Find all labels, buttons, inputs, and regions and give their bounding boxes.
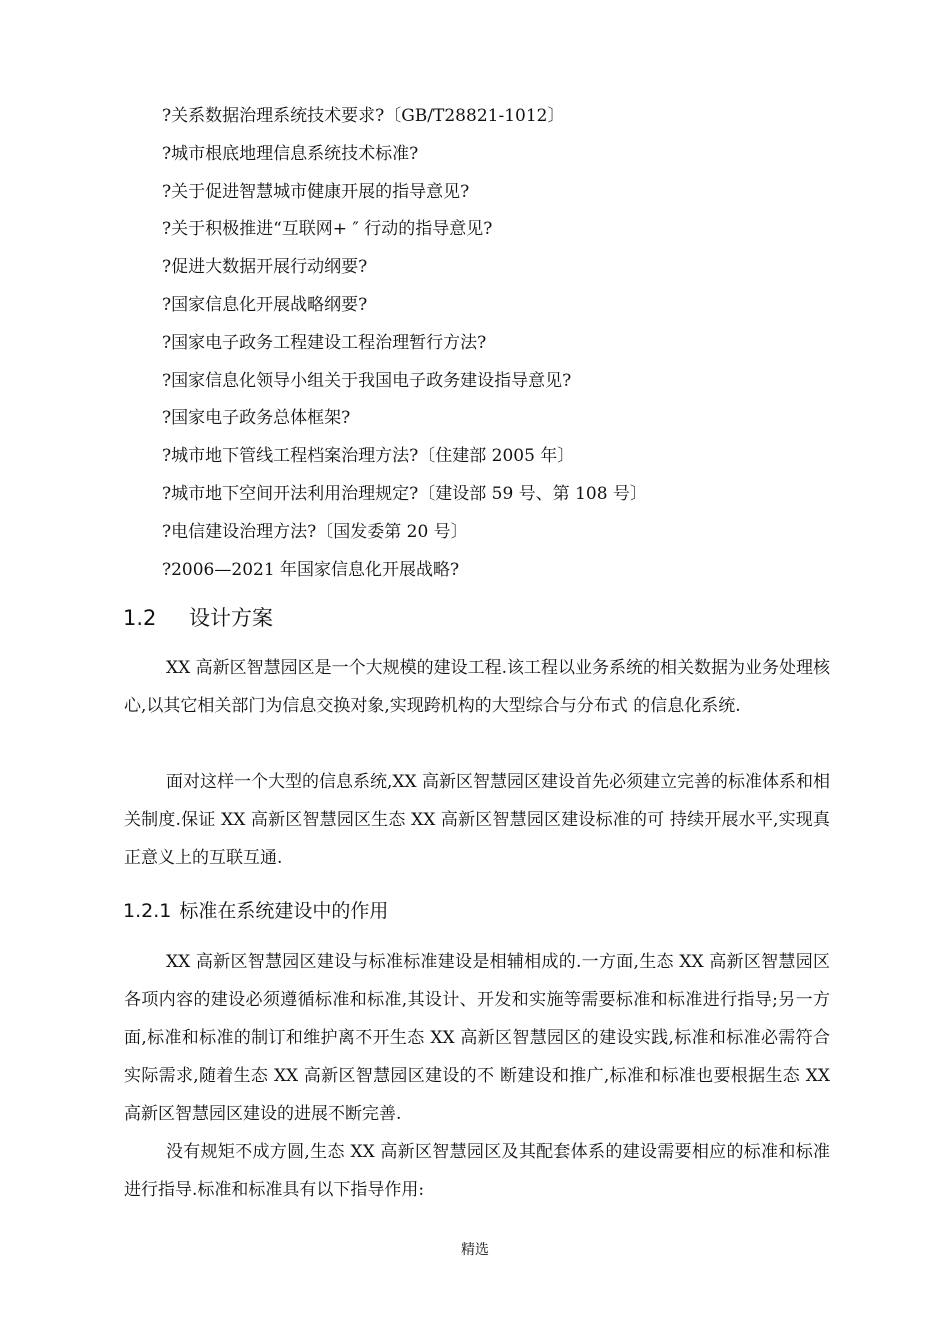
- reference-item: ?促进大数据开展行动纲要?: [162, 257, 368, 278]
- reference-item: ?城市根底地理信息系统技术标准?: [162, 143, 419, 164]
- subsection-paragraph: XX 高新区智慧园区建设与标准标准建设是相辅相成的.一方面,生态 XX 高新区智慧园区各项内容的建设必须遵循标准和标准,其设计、开发和实施等需要标准和标准进行指导;另一方面,标准和标准的制订和维护离不开生态 XX 高新区智慧园区的建设实践,标准和标准必需符合实际需求,随着生态 XX 高新区智慧园区建设的不 断建设和推广,标准和标准也要根据生态 XX 高新区智慧园区建设的进展不断完善.: [124, 952, 830, 1124]
- reference-item: ?关于促进智慧城市健康开展的指导意见?: [162, 181, 470, 202]
- reference-item: ?国家信息化开展战略纲要?: [162, 294, 368, 315]
- reference-item: ?国家电子政务工程建设工程治理暂行方法?: [162, 332, 487, 353]
- section-number: 1.2: [123, 606, 157, 630]
- reference-item: ?2006—2021 年国家信息化开展战略?: [162, 559, 460, 580]
- reference-item: ?城市地下空间开法利用治理规定?〔建设部 59 号、第 108 号〕: [162, 483, 647, 504]
- section-heading: [123, 602, 273, 634]
- section-paragraph: 面对这样一个大型的信息系统,XX 高新区智慧园区建设首先必须建立完善的标准体系和相关制度.保证 XX 高新区智慧园区生态 XX 高新区智慧园区建设标准的可 持续开展水平,实现真正意义上的互联互通.: [124, 772, 831, 868]
- reference-list: [162, 98, 862, 589]
- reference-item: ?关系数据治理系统技术要求?〔GB/T28821-1012〕: [162, 106, 565, 126]
- reference-item: ?电信建设治理方法?〔国发委第 20 号〕: [162, 521, 468, 542]
- page-footer: 精选: [461, 1242, 489, 1258]
- subsection-heading: [123, 896, 388, 926]
- subsection-paragraph: 没有规矩不成方圆,生态 XX 高新区智慧园区及其配套体系的建设需要相应的标准和标准进行指导.标准和标准具有以下指导作用:: [124, 1142, 830, 1200]
- section-title: 设计方案: [189, 606, 273, 630]
- reference-item: ?国家信息化领导小组关于我国电子政务建设指导意见?: [162, 370, 572, 391]
- reference-item: ?城市地下管线工程档案治理方法?〔住建部 2005 年〕: [162, 446, 575, 467]
- subsection-title: 标准在系统建设中的作用: [179, 900, 389, 922]
- subsection-number: 1.2.1: [123, 900, 172, 922]
- reference-item: ?关于积极推进“互联网+ ″ 行动的指导意见?: [162, 219, 493, 240]
- reference-item: ?国家电子政务总体框架?: [162, 408, 351, 429]
- section-paragraph: XX 高新区智慧园区是一个大规模的建设工程.该工程以业务系统的相关数据为业务处理核心,以其它相关部门为信息交换对象,实现跨机构的大型综合与分布式 的信息化系统.: [124, 658, 831, 716]
